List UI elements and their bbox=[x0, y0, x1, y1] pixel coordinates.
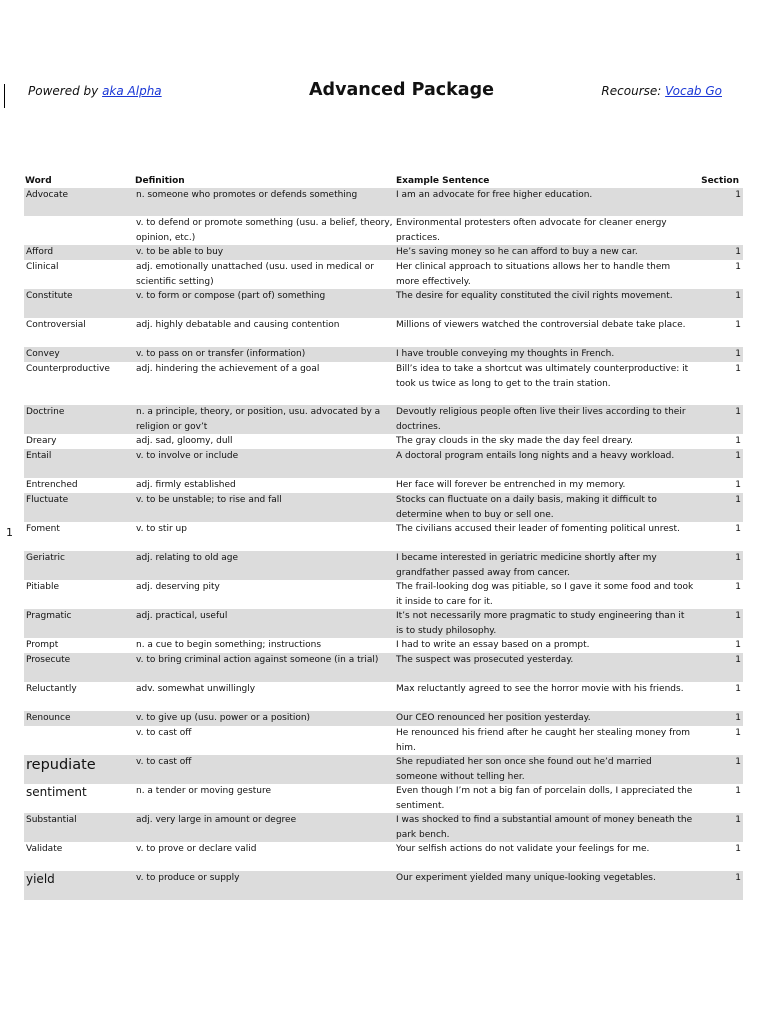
section-cell: 1 bbox=[695, 551, 743, 580]
page-header bbox=[28, 80, 728, 104]
section-cell: 1 bbox=[735, 640, 741, 650]
section-cell: 1 bbox=[735, 262, 741, 272]
table-row bbox=[24, 726, 743, 755]
word-cell: Prompt bbox=[26, 640, 59, 650]
table-row bbox=[24, 405, 743, 434]
example-cell: Our CEO renounced her position yesterday. bbox=[395, 711, 695, 726]
word-cell bbox=[24, 726, 134, 755]
definition-cell: adj. hindering the achievement of a goal bbox=[136, 364, 320, 374]
powered-by-link[interactable]: aka Alpha bbox=[102, 84, 162, 98]
section-cell: 1 bbox=[735, 364, 741, 374]
example-cell: A doctoral program entails long nights and a heavy workload. bbox=[395, 449, 695, 478]
definition-cell: v. to be unstable; to rise and fall bbox=[134, 493, 395, 522]
table-row bbox=[24, 245, 743, 260]
definition-cell: n. a principle, theory, or position, usu. advocated by a religion or gov’t bbox=[134, 405, 395, 434]
section-cell: 1 bbox=[695, 245, 743, 260]
section-cell: 1 bbox=[735, 728, 741, 738]
section-cell: 1 bbox=[735, 436, 741, 446]
section-cell: 1 bbox=[695, 289, 743, 318]
word-cell: Entail bbox=[24, 449, 134, 478]
section-cell: 1 bbox=[735, 684, 741, 694]
table-row bbox=[24, 609, 743, 638]
table-row bbox=[24, 638, 743, 653]
section-cell: 1 bbox=[695, 711, 743, 726]
table-row bbox=[24, 580, 743, 609]
example-cell: Millions of viewers watched the controversial debate take place. bbox=[396, 320, 686, 330]
definition-cell: v. to form or compose (part of) something bbox=[134, 289, 395, 318]
word-cell: Advocate bbox=[24, 188, 134, 216]
table-row bbox=[24, 347, 743, 362]
word-cell: Doctrine bbox=[24, 405, 134, 434]
word-cell: Clinical bbox=[26, 262, 59, 272]
definition-cell: v. to give up (usu. power or a position) bbox=[134, 711, 395, 726]
word-cell: Substantial bbox=[24, 813, 134, 842]
example-cell: The civilians accused their leader of fomenting political unrest. bbox=[396, 524, 680, 534]
table-row bbox=[24, 434, 743, 449]
table-row bbox=[24, 653, 743, 682]
example-cell: Max reluctantly agreed to see the horror movie with his friends. bbox=[396, 684, 684, 694]
table-row bbox=[24, 449, 743, 478]
header-section: Section bbox=[701, 176, 739, 186]
section-cell: 1 bbox=[695, 755, 743, 784]
word-cell: Reluctantly bbox=[26, 684, 77, 694]
table-row bbox=[24, 289, 743, 318]
table-row bbox=[24, 318, 743, 347]
definition-cell: adj. very large in amount or degree bbox=[134, 813, 395, 842]
example-cell: She repudiated her son once she found out he’d married someone without telling her. bbox=[395, 755, 695, 784]
word-cell: Foment bbox=[26, 524, 60, 534]
example-cell: I have trouble conveying my thoughts in French. bbox=[395, 347, 695, 362]
word-cell: Convey bbox=[24, 347, 134, 362]
example-cell: Our experiment yielded many unique-looking vegetables. bbox=[395, 871, 695, 900]
definition-cell: v. to produce or supply bbox=[134, 871, 395, 900]
word-cell: Prosecute bbox=[24, 653, 134, 682]
definition-cell: adj. firmly established bbox=[136, 480, 236, 490]
example-cell: Your selfish actions do not validate your feelings for me. bbox=[396, 844, 650, 854]
header-definition: Definition bbox=[135, 176, 185, 186]
example-cell: The frail-looking dog was pitiable, so I gave it some food and took it inside to care for it. bbox=[396, 582, 694, 607]
word-cell: Entrenched bbox=[26, 480, 78, 490]
table-row bbox=[24, 871, 743, 900]
word-cell: yield bbox=[24, 871, 134, 900]
definition-cell: v. to be able to buy bbox=[134, 245, 395, 260]
definition-cell: n. a cue to begin something; instructions bbox=[136, 640, 322, 650]
definition-cell: n. a tender or moving gesture bbox=[136, 786, 272, 796]
definition-cell: adj. deserving pity bbox=[136, 582, 220, 592]
definition-cell: v. to defend or promote something (usu. a belief, theory, opinion, etc.) bbox=[136, 218, 393, 243]
section-cell: 1 bbox=[695, 653, 743, 682]
text-cursor bbox=[4, 84, 5, 108]
recourse-link[interactable]: Vocab Go bbox=[665, 84, 722, 98]
definition-cell: adj. relating to old age bbox=[134, 551, 395, 580]
table-row bbox=[24, 842, 743, 871]
table-row bbox=[24, 784, 743, 813]
definition-cell: v. to bring criminal action against someone (in a trial) bbox=[134, 653, 395, 682]
word-cell: Pitiable bbox=[26, 582, 60, 592]
recourse: Recourse: Vocab Go bbox=[601, 84, 722, 98]
section-cell: 1 bbox=[695, 188, 743, 216]
section-cell: 1 bbox=[735, 786, 741, 796]
example-cell: I was shocked to find a substantial amount of money beneath the park bench. bbox=[395, 813, 695, 842]
table-row bbox=[24, 188, 743, 216]
section-cell: 1 bbox=[695, 347, 743, 362]
header-example: Example Sentence bbox=[396, 176, 490, 186]
word-cell: Constitute bbox=[24, 289, 134, 318]
word-cell: Counterproductive bbox=[26, 364, 110, 374]
example-cell: I had to write an essay based on a prompt. bbox=[396, 640, 590, 650]
example-cell: Her face will forever be entrenched in my memory. bbox=[396, 480, 626, 490]
word-cell: Validate bbox=[26, 844, 63, 854]
page-number: 1 bbox=[6, 526, 13, 539]
definition-cell: v. to involve or include bbox=[134, 449, 395, 478]
section-cell: 1 bbox=[735, 480, 741, 490]
section-cell: 1 bbox=[695, 609, 743, 638]
word-cell: Afford bbox=[24, 245, 134, 260]
table-row bbox=[24, 813, 743, 842]
table-row bbox=[24, 493, 743, 522]
section-cell: 1 bbox=[735, 524, 741, 534]
definition-cell: v. to prove or declare valid bbox=[136, 844, 257, 854]
word-cell: sentiment bbox=[26, 785, 87, 799]
section-cell: 1 bbox=[695, 449, 743, 478]
example-cell: Stocks can fluctuate on a daily basis, making it difficult to determine when to buy or sell one. bbox=[395, 493, 695, 522]
table-header-row bbox=[24, 172, 743, 188]
word-cell: Pragmatic bbox=[24, 609, 134, 638]
example-cell: The desire for equality constituted the civil rights movement. bbox=[395, 289, 695, 318]
powered-by: Powered by aka Alpha bbox=[28, 84, 162, 98]
section-cell: 1 bbox=[695, 871, 743, 900]
section-cell: 1 bbox=[735, 844, 741, 854]
example-cell: It’s not necessarily more pragmatic to study engineering than it is to study philosophy. bbox=[395, 609, 695, 638]
example-cell: Devoutly religious people often live their lives according to their doctrines. bbox=[395, 405, 695, 434]
word-cell: Fluctuate bbox=[24, 493, 134, 522]
word-cell: Renounce bbox=[24, 711, 134, 726]
table-row bbox=[24, 682, 743, 711]
section-cell: 1 bbox=[695, 813, 743, 842]
section-cell: 1 bbox=[695, 493, 743, 522]
definition-cell: n. someone who promotes or defends something bbox=[134, 188, 395, 216]
definition-cell: v. to stir up bbox=[136, 524, 187, 534]
word-cell: Controversial bbox=[26, 320, 86, 330]
word-cell: Geriatric bbox=[24, 551, 134, 580]
table-row bbox=[24, 478, 743, 493]
table-row bbox=[24, 260, 743, 289]
vocab-table bbox=[24, 172, 743, 900]
definition-cell: v. to pass on or transfer (information) bbox=[134, 347, 395, 362]
definition-cell: adj. practical, useful bbox=[134, 609, 395, 638]
example-cell: Her clinical approach to situations allows her to handle them more effectively. bbox=[396, 262, 671, 287]
definition-cell: v. to cast off bbox=[134, 755, 395, 784]
example-cell: He renounced his friend after he caught her stealing money from him. bbox=[396, 728, 691, 753]
page-title: Advanced Package bbox=[309, 80, 494, 100]
example-cell: The gray clouds in the sky made the day feel dreary. bbox=[396, 436, 634, 446]
example-cell: He’s saving money so he can afford to buy a new car. bbox=[395, 245, 695, 260]
definition-cell: adj. highly debatable and causing contention bbox=[136, 320, 340, 330]
definition-cell: adj. emotionally unattached (usu. used in medical or scientific setting) bbox=[136, 262, 374, 287]
example-cell: I am an advocate for free higher education. bbox=[395, 188, 695, 216]
table-row bbox=[24, 711, 743, 726]
definition-cell: adv. somewhat unwillingly bbox=[136, 684, 256, 694]
definition-cell: adj. sad, gloomy, dull bbox=[136, 436, 233, 446]
word-cell: repudiate bbox=[24, 755, 134, 784]
section-cell: 1 bbox=[735, 582, 741, 592]
example-cell: I became interested in geriatric medicine shortly after my grandfather passed away from cancer. bbox=[395, 551, 695, 580]
example-cell: The suspect was prosecuted yesterday. bbox=[395, 653, 695, 682]
header-word: Word bbox=[25, 176, 52, 186]
section-cell: 1 bbox=[695, 405, 743, 434]
example-cell: Environmental protesters often advocate for cleaner energy practices. bbox=[396, 218, 667, 243]
example-cell: Even though I’m not a big fan of porcelain dolls, I appreciated the sentiment. bbox=[396, 786, 693, 811]
definition-cell: v. to cast off bbox=[136, 728, 192, 738]
word-cell bbox=[24, 216, 134, 245]
table-row bbox=[24, 362, 743, 405]
section-cell: 1 bbox=[735, 320, 741, 330]
table-row bbox=[24, 216, 743, 245]
example-cell: Bill’s idea to take a shortcut was ultimately counterproductive: it took us twice as long to get to the train station. bbox=[396, 364, 689, 389]
table-row bbox=[24, 522, 743, 551]
section-cell bbox=[695, 216, 743, 245]
word-cell: Dreary bbox=[26, 436, 57, 446]
table-row bbox=[24, 551, 743, 580]
table-row bbox=[24, 755, 743, 784]
